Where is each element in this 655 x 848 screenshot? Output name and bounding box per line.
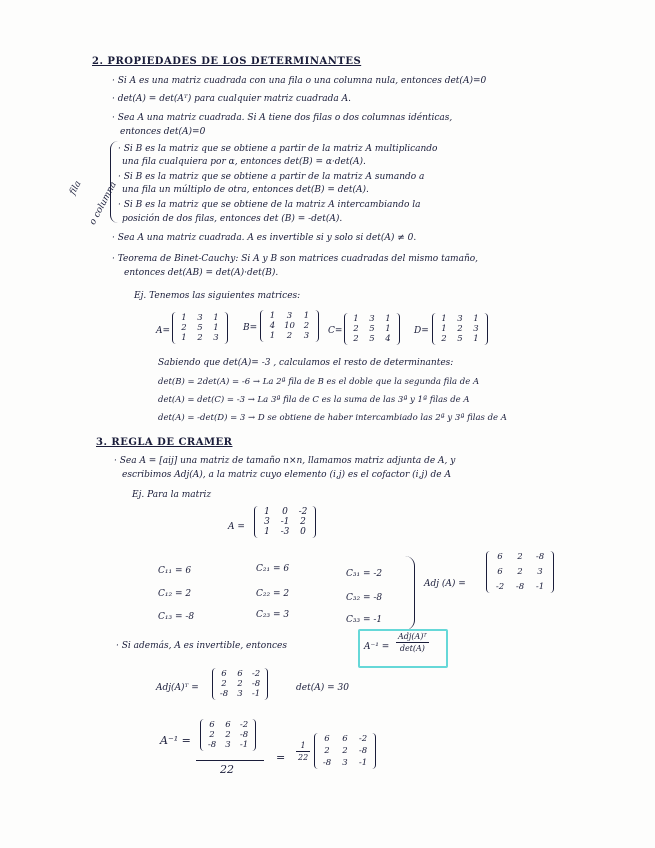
matrix-b-label: B=: [243, 323, 258, 333]
property-line-7: · Sea A una matriz cuadrada. A es invertible si y solo si det(A) ≠ 0.: [112, 233, 417, 243]
matrix-c: 1 3 1 2 5 1 2 5 4: [344, 313, 400, 345]
cramer-matrix-a-label: A =: [228, 522, 245, 532]
cramer-line-1: · Sea A = [aij] una matriz de tamaño n×n, llamamos matriz adjunta de A, y: [114, 456, 456, 466]
property-line-8b: entonces det(AB) = det(A)·det(B).: [124, 268, 279, 278]
section-3-title: 3. REGLA DE CRAMER: [96, 437, 233, 448]
matrix-a-label: A=: [156, 326, 171, 336]
property-line-3b: entonces det(A)=0: [120, 127, 206, 137]
property-line-5b: una fila un múltiplo de otra, entonces det(B) = det(A).: [122, 185, 369, 195]
example-intro: Ej. Tenemos las siguientes matrices:: [134, 291, 301, 301]
property-line-1: · Si A es una matriz cuadrada con una fila o una columna nula, entonces det(A)=0: [112, 76, 487, 86]
property-line-5: · Si B es la matriz que se obtiene a partir de la matriz A sumando a: [118, 172, 425, 182]
inverse-lhs: A⁻¹ =: [364, 642, 390, 652]
cofactor-c23: C₂₃ = 3: [256, 610, 290, 620]
inverse-numerator: Adj(A)ᵀ: [398, 632, 427, 641]
inverse-numerator-matrix: 6 6 -2 2 2 -8 -8 3 -1: [200, 719, 256, 751]
calc-line-4: det(A) = -det(D) = 3 → D se obtiene de haber intercambiado las 2ª y 3ª filas de A: [158, 413, 507, 423]
inverse-denominator-value: 22: [220, 763, 234, 776]
calc-line-1: Sabiendo que det(A)= -3 , calculamos el resto de determinantes:: [158, 358, 454, 368]
inverse-fraction: [396, 632, 429, 653]
adjT-matrix: 6 6 -2 2 2 -8 -8 3 -1: [212, 668, 268, 700]
cramer-matrix-a: 1 0 -2 3 -1 2 1 -3 0: [254, 506, 316, 538]
property-line-3: · Sea A una matriz cuadrada. Si A tiene dos filas o dos columnas idénticas,: [112, 113, 453, 123]
property-line-6b: posición de dos filas, entonces det (B) = -det(A).: [122, 214, 343, 224]
property-line-4b: una fila cualquiera por α, entonces det(B) = α·det(A).: [122, 157, 366, 167]
side-note-2: o columna: [88, 180, 119, 227]
inverse-label: A⁻¹ =: [160, 734, 191, 747]
cofactor-c33: C₃₃ = -1: [346, 615, 383, 625]
cofactor-c12: C₁₂ = 2: [158, 589, 192, 599]
cofactor-c21: C₂₁ = 6: [256, 564, 290, 574]
property-line-2: · det(A) = det(Aᵀ) para cualquier matriz cuadrada A.: [112, 94, 352, 104]
matrix-d-label: D=: [414, 326, 429, 336]
section-2-title: 2. PROPIEDADES DE LOS DETERMINANTES: [92, 56, 362, 67]
matrix-c-label: C=: [328, 326, 343, 336]
cofactor-c13: C₁₃ = -8: [158, 612, 195, 622]
final-matrix: 6 6 -2 2 2 -8 -8 3 -1: [314, 733, 376, 769]
inverse-denominator: det(A): [399, 644, 425, 653]
matrix-a: 1 3 1 2 5 1 1 2 3: [172, 312, 228, 344]
cofactor-c22: C₂₂ = 2: [256, 589, 290, 599]
scalar-fraction: [296, 741, 310, 762]
cofactor-brace: [404, 556, 415, 630]
adj-label: Adj (A) =: [424, 579, 466, 589]
equals-sign: =: [276, 751, 286, 764]
cofactor-c32: C₃₂ = -8: [346, 593, 383, 603]
adj-matrix: 6 2 -8 6 2 3 -2 -8 -1: [486, 551, 554, 593]
cofactor-c11: C₁₁ = 6: [158, 566, 192, 576]
side-note-1: fila: [68, 179, 84, 197]
matrix-d: 1 3 1 1 2 3 2 5 1: [432, 313, 488, 345]
det-value: det(A) = 30: [296, 683, 349, 693]
scalar-num: 1: [300, 741, 306, 750]
property-line-8: · Teorema de Binet-Cauchy: Si A y B son matrices cuadradas del mismo tamaño,: [112, 254, 479, 264]
property-line-4: · Si B es la matriz que se obtiene a partir de la matriz A multiplicando: [118, 144, 438, 154]
property-line-6: · Si B es la matriz que se obtiene de la matriz A intercambiando la: [118, 200, 421, 210]
matrix-b: 1 3 1 4 10 2 1 2 3: [260, 310, 319, 342]
calc-line-3: det(A) = det(C) = -3 → La 3ª fila de C es la suma de las 3ª y 1ª filas de A: [158, 395, 470, 405]
cramer-example-intro: Ej. Para la matriz: [132, 490, 212, 500]
cofactor-c31: C₃₁ = -2: [346, 569, 383, 579]
calc-line-2: det(B) = 2det(A) = -6 → La 2ª fila de B es el doble que la segunda fila de A: [158, 377, 480, 387]
cramer-line-2: escribimos Adj(A), a la matriz cuyo elemento (i,j) es el cofactor (i,j) de A: [122, 470, 451, 480]
inverse-fraction-bar: [196, 760, 264, 761]
scalar-den: 22: [298, 753, 309, 762]
adjT-label: Adj(A)ᵀ =: [156, 683, 199, 693]
inverse-line: · Si además, A es invertible, entonces: [116, 641, 287, 651]
